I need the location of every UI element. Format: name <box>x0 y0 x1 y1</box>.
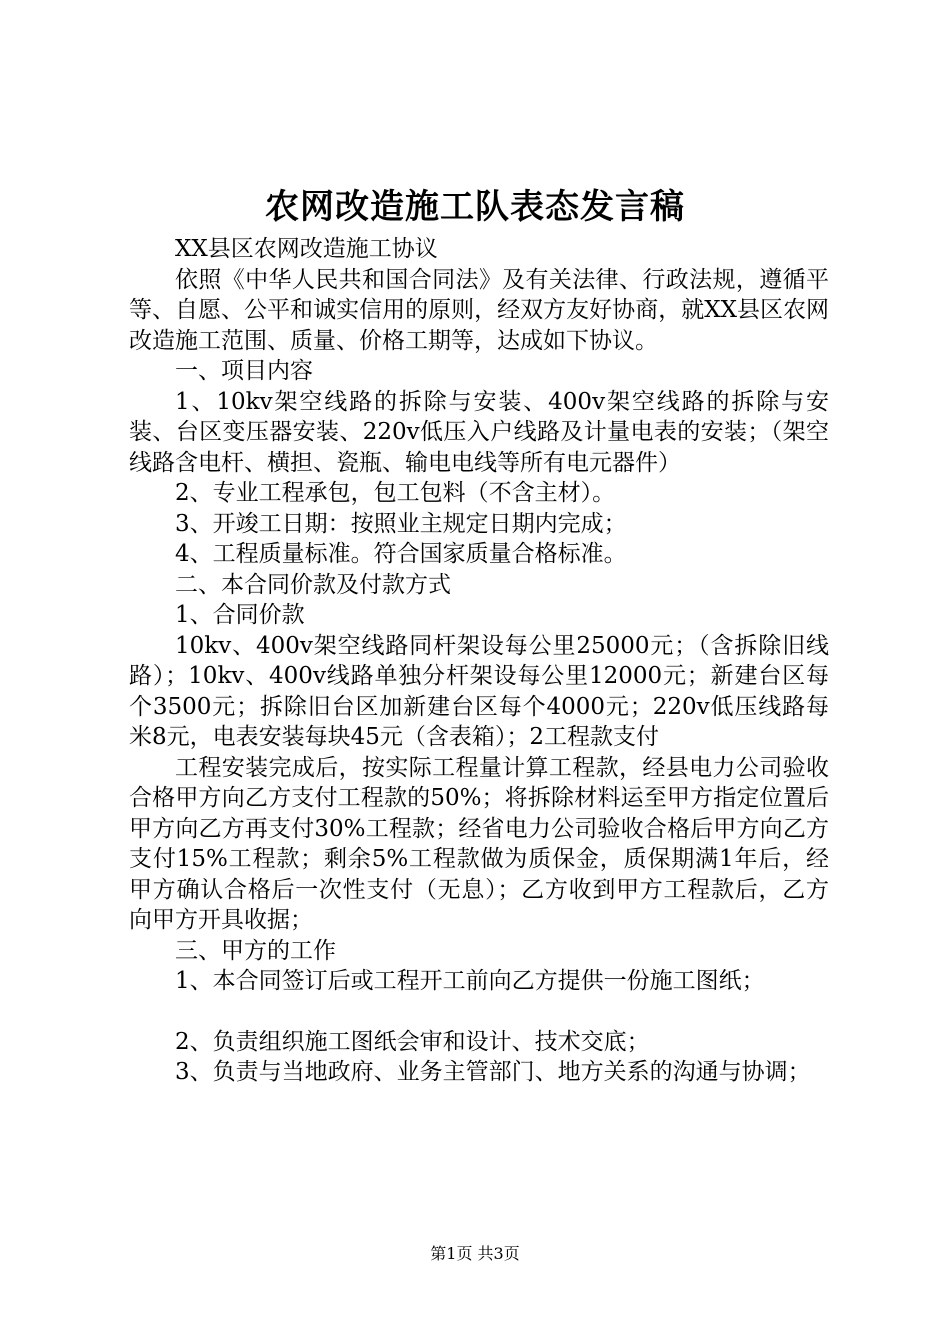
paragraph-payment-terms: 工程安装完成后，按实际工程量计算工程款，经县电力公司验收合格甲方向乙方支付工程款的50%；将拆除材料运至甲方指定位置后甲方向乙方再支付30%工程款；经省电力公司验收合格后甲方向乙方支付15%工程款；剩余5%工程款做为质保金，质保期满1年后，经甲方确认合格后一次性支付（无息）；乙方收到甲方工程款后，乙方向甲方开具收据； <box>129 754 829 933</box>
paragraph-party-a-item-3: 3、负责与当地政府、业务主管部门、地方关系的沟通与协调； <box>175 1059 811 1085</box>
paragraph-price-details: 10kv、400v架空线路同杆架设每公里25000元；（含拆除旧线路）；10kv、400v线路单独分杆架设每公里12000元；新建台区每个3500元；拆除旧台区加新建台区每个4000元；220v低压线路每米8元，电表安装每块45元（含表箱）；2工程款支付 <box>129 632 829 750</box>
section-heading-project-content: 一、项目内容 <box>175 358 313 384</box>
document-title: 农网改造施工队表态发言稿 <box>265 187 685 227</box>
paragraph-item-4: 4、工程质量标准。符合国家质量合格标准。 <box>175 541 627 567</box>
paragraph-preamble: 依照《中华人民共和国合同法》及有关法律、行政法规，遵循平等、自愿、公平和诚实信用的原则，经双方友好协商，就XX县区农网改造施工范围、质量、价格工期等，达成如下协议。 <box>129 266 829 354</box>
page-number: 第1页 共3页 <box>430 1244 520 1263</box>
paragraph-party-a-item-2: 2、负责组织施工图纸会审和设计、技术交底； <box>175 1028 650 1055</box>
subheading-contract-price: 1、合同价款 <box>175 602 305 628</box>
paragraph-party-a-item-1: 1、本合同签订后或工程开工前向乙方提供一份施工图纸； <box>175 968 765 994</box>
paragraph-item-1: 1、10kv架空线路的拆除与安装、400v架空线路的拆除与安装、台区变压器安装、220v低压入户线路及计量电表的安装；（架空线路含电杆、横担、瓷瓶、输电电线等所有电元器件） <box>129 388 829 476</box>
document-body <box>129 234 829 1088</box>
paragraph-agreement-name: XX县区农网改造施工协议 <box>175 236 438 262</box>
section-heading-party-a-work: 三、甲方的工作 <box>175 937 336 964</box>
paragraph-item-2: 2、专业工程承包，包工包料（不含主材）。 <box>175 480 616 506</box>
section-heading-price-payment: 二、本合同价款及付款方式 <box>175 571 451 598</box>
paragraph-item-3: 3、开竣工日期：按照业主规定日期内完成； <box>175 510 627 537</box>
